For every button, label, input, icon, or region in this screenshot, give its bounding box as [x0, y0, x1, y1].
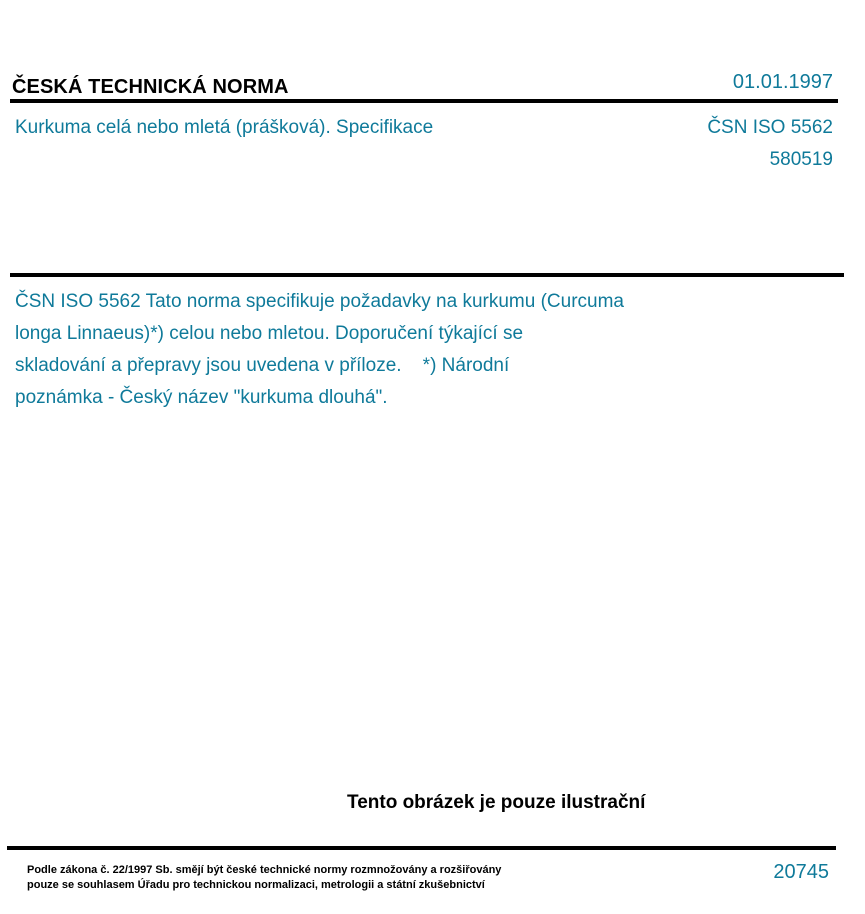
standard-label: ČESKÁ TECHNICKÁ NORMA — [12, 76, 289, 98]
catalog-number: 20745 — [773, 861, 829, 883]
classification-code: 580519 — [769, 149, 833, 170]
standard-number: ČSN ISO 5562 — [707, 117, 833, 138]
legal-note — [27, 863, 501, 893]
abstract-line: skladování a přepravy jsou uvedena v příloze. *) Národní — [15, 355, 510, 376]
footer-divider — [7, 846, 836, 850]
illustration-note: Tento obrázek je pouze ilustrační — [347, 792, 646, 813]
abstract-text — [15, 286, 735, 414]
section-divider — [10, 273, 844, 277]
legal-line: Podle zákona č. 22/1997 Sb. smějí být české technické normy rozmnožovány a rozšiřovány — [27, 864, 502, 876]
abstract-line: poznámka - Český název "kurkuma dlouhá". — [15, 387, 388, 408]
abstract-line: ČSN ISO 5562 Tato norma specifikuje požadavky na kurkumu (Curcuma — [15, 291, 624, 312]
header-divider — [10, 99, 838, 103]
legal-line: pouze se souhlasem Úřadu pro technickou normalizaci, metrologii a státní zkušebnictví — [27, 879, 485, 891]
abstract-line: longa Linnaeus)*) celou nebo mletou. Doporučení týkající se — [15, 323, 524, 344]
document-date: 01.01.1997 — [732, 71, 833, 93]
document-title: Kurkuma celá nebo mletá (prášková). Specifikace — [15, 117, 434, 138]
